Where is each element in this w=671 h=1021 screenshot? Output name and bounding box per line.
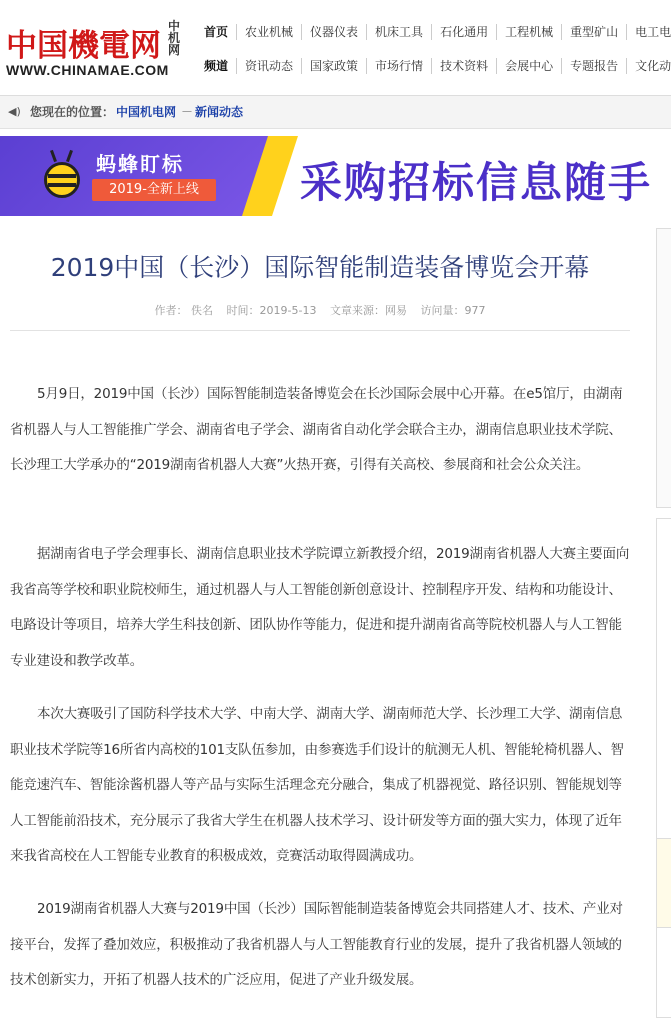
- sidebar-box: [656, 518, 671, 1018]
- divider: [10, 330, 630, 331]
- nav-item[interactable]: 专题报告: [561, 58, 626, 74]
- right-sidebar: [656, 228, 671, 1021]
- site-header: [0, 0, 671, 96]
- breadcrumb-label: 您现在的位置：: [30, 105, 115, 119]
- breadcrumb-link-home[interactable]: 中国机电网: [116, 105, 177, 119]
- ad-banner[interactable]: [0, 136, 671, 216]
- meta-source: 文章来源：网易: [329, 304, 407, 317]
- article-paragraph: 据湖南省电子学会理事长、湖南信息职业技术学院谭立新教授介绍，2019湖南省机器人大赛主要面向我省高等学校和职业院校师生，通过机器人与人工智能创新创意设计、控制程序开发、结构和功能设计、电路设计等项目，培养大学生科技创新、团队协作等能力，促进和提升湖南省高等院校机器人与人工智能专业建设和教学改革。: [10, 546, 630, 669]
- banner-slogan: 采购招标信息随手: [300, 158, 653, 207]
- logo-url: WWW.CHINAMAE.COM: [6, 62, 169, 78]
- nav-item[interactable]: 重型矿山: [561, 24, 626, 40]
- article-paragraph: 5月9日，2019中国（长沙）国际智能制造装备博览会在长沙国际会展中心开幕。在e5馆厅，由湖南省机器人与人工智能推广学会、湖南省电子学会、湖南省自动化学会联合主办，湖南信息职业技术学院、长沙理工大学承办的“2019湖南省机器人大赛”火热开赛，引得有关高校、参展商和社会公众关注。: [10, 386, 623, 473]
- nav-item[interactable]: 工程机械: [496, 24, 561, 40]
- sidebar-box: [656, 838, 671, 928]
- nav-item[interactable]: 市场行情: [366, 58, 431, 74]
- nav-row-primary: [196, 24, 671, 44]
- breadcrumb: [0, 96, 671, 129]
- nav-item[interactable]: 会展中心: [496, 58, 561, 74]
- nav-item[interactable]: 电工电: [626, 24, 671, 40]
- nav-home[interactable]: 首页: [204, 25, 229, 39]
- nav-item[interactable]: 国家政策: [301, 58, 366, 74]
- meta-author: 作者： 佚名: [154, 304, 214, 317]
- banner-tag: 2019-全新上线: [92, 179, 216, 201]
- article-paragraph: 2019湖南省机器人大赛与2019中国（长沙）国际智能制造装备博览会共同搭建人才、技术、产业对接平台，发挥了叠加效应，积极推动了我省机器人与人工智能教育行业的发展，提升了我省机器人领域的技术创新实力，开拓了机器人技术的广泛应用，促进了产业升级发展。: [10, 901, 623, 988]
- nav-row-channels: [196, 58, 671, 78]
- nav-item[interactable]: 技术资料: [431, 58, 496, 74]
- sidebar-box: [656, 228, 671, 508]
- article-title: 2019中国（长沙）国际智能制造装备博览会开幕: [50, 253, 590, 282]
- nav-item[interactable]: 文化动: [626, 58, 671, 74]
- speaker-icon: ◀): [8, 105, 21, 118]
- meta-time: 时间：2019-5-13: [226, 304, 317, 317]
- nav-item[interactable]: 农业机械: [236, 24, 301, 40]
- nav-item[interactable]: 资讯动态: [236, 58, 301, 74]
- article-meta: [0, 302, 640, 318]
- breadcrumb-link-news[interactable]: 新闻动态: [195, 105, 244, 119]
- breadcrumb-separator: －: [181, 105, 194, 119]
- nav-item[interactable]: 机床工具: [366, 24, 431, 40]
- site-logo[interactable]: [4, 16, 168, 82]
- nav-item[interactable]: 石化通用: [431, 24, 496, 40]
- logo-text: 中国機電网: [6, 28, 161, 64]
- nav-channels-label: 频道: [204, 59, 229, 73]
- banner-brand: 蚂蜂盯标: [96, 152, 184, 176]
- nav-item[interactable]: 仪器仪表: [301, 24, 366, 40]
- meta-views: 访问量：977: [420, 304, 486, 317]
- bee-icon: [40, 150, 84, 202]
- logo-side-text: 中机网: [168, 19, 181, 57]
- article-paragraph: 本次大赛吸引了国防科学技术大学、中南大学、湖南大学、湖南师范大学、长沙理工大学、湖南信息职业技术学院等16所省内高校的101支队伍参加，由参赛选手们设计的航测无人机、智能轮椅机器人、智能竞速汽车、智能涂酱机器人等产品与实际生活理念充分融合，集成了机器视觉、路径识别、智能规划等人工智能前沿技术，充分展示了我省大学生在机器人技术学习、设计研发等方面的强大实力，体现了近年来我省高校在人工智能专业教育的积极成效，竞赛活动取得圆满成功。: [10, 706, 624, 864]
